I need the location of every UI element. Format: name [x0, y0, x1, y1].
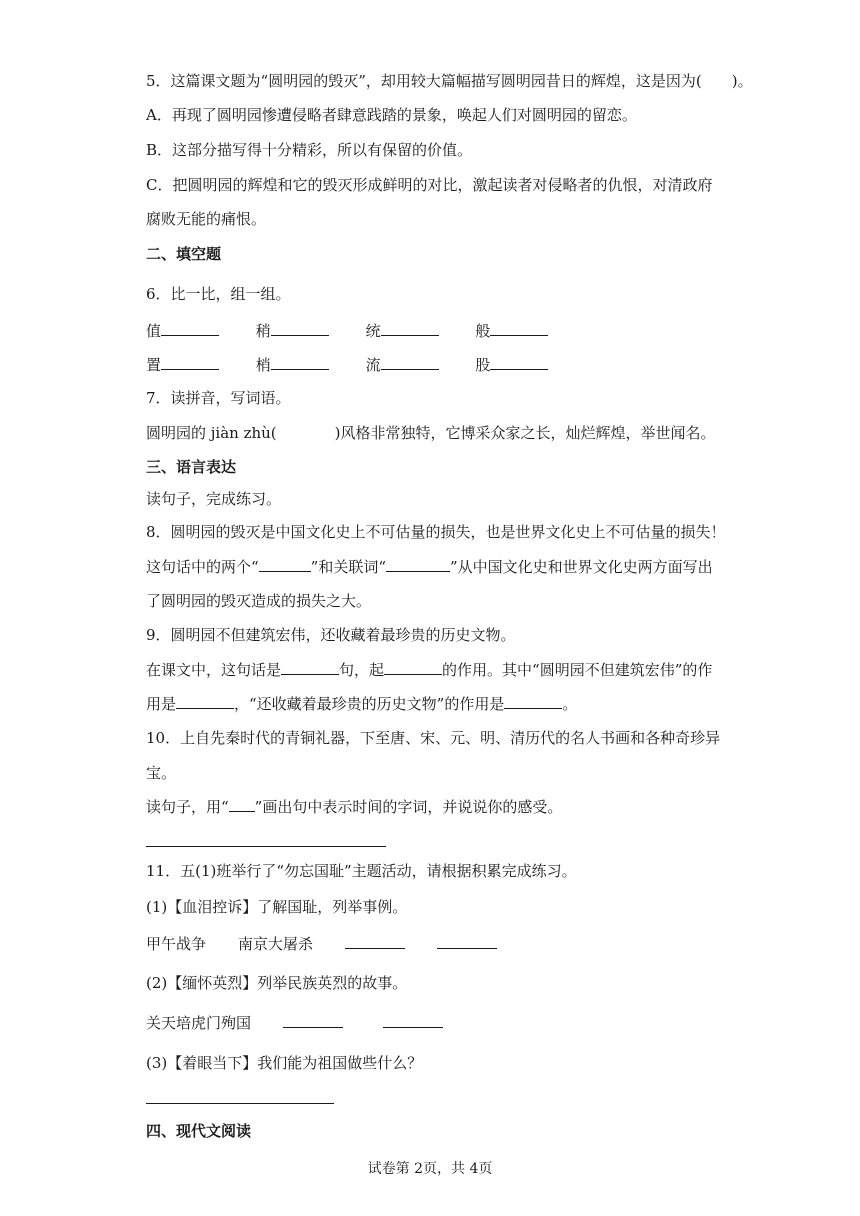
answer-blank[interactable]	[381, 354, 439, 370]
q5-option-c[interactable]: C．把圆明园的辉煌和它的毁灭形成鲜明的对比，激起读者对侵略者的仇恨，对清政府	[146, 176, 713, 194]
answer-blank[interactable]	[504, 693, 562, 709]
example-item: 关天培虎门殉国	[146, 1014, 252, 1032]
q5-stem-close: )。	[731, 72, 753, 90]
page-footer: 试卷第 2页，共 4页	[367, 1161, 493, 1177]
answer-blank[interactable]	[283, 1012, 343, 1028]
q8-fill-cont: 了圆明园的毁灭造成的损失之大。	[146, 592, 372, 610]
q6-char: 稍	[255, 322, 271, 340]
answer-blank[interactable]	[437, 933, 497, 949]
q8-fill	[146, 556, 713, 578]
answer-line[interactable]	[146, 1103, 334, 1104]
q5-stem-text: 5．这篇课文题为“圆明园的毁灭”，却用较大篇幅描写圆明园昔日的辉煌，这是因为(	[146, 72, 702, 90]
example-item: 南京大屠杀	[238, 935, 314, 953]
q8-text: 这句话中的两个“	[146, 558, 259, 576]
answer-blank[interactable]	[271, 354, 329, 370]
q9-fill-cont	[146, 693, 577, 715]
q5-option-a[interactable]: A．再现了圆明园惨遭侵略者肆意践踏的景象，唤起人们对圆明园的留恋。	[146, 106, 637, 124]
example-item: 甲午战争	[146, 935, 207, 953]
q6-stem: 6．比一比，组一组。	[146, 285, 291, 303]
section-heading-2: 二、填空题	[146, 245, 222, 263]
q10-instruction	[146, 796, 562, 818]
q9-text: 的作用。其中“圆明园不但建筑宏伟”的作	[442, 661, 713, 679]
q6-char: 般	[475, 322, 491, 340]
instruction: 读句子，完成练习。	[146, 490, 282, 508]
q6-char: 股	[475, 356, 491, 374]
q11-part-2-answers	[146, 1012, 443, 1034]
q5-stem	[146, 70, 753, 92]
q9-stem: 9．圆明园不但建筑宏伟，还收藏着最珍贵的历史文物。	[146, 626, 516, 644]
underline-sample	[229, 796, 255, 812]
q5-option-c-cont: 腐败无能的痛恨。	[146, 210, 267, 228]
q9-text: ，“还收藏着最珍贵的历史文物”的作用是	[234, 695, 505, 713]
q9-fill	[146, 659, 712, 681]
q7-sentence	[146, 422, 716, 444]
q8-text: ”从中国文化史和世界文化史两方面写出	[450, 558, 713, 576]
q6-row-1	[146, 320, 548, 342]
answer-blank[interactable]	[490, 320, 548, 336]
answer-blank[interactable]	[386, 556, 450, 572]
q11-part-3: (3)【着眼当下】我们能为祖国做些什么？	[146, 1054, 423, 1072]
answer-blank[interactable]	[383, 1012, 443, 1028]
q6-char: 统	[365, 322, 381, 340]
answer-blank[interactable]	[384, 659, 442, 675]
q11-part-1-answers	[146, 933, 497, 955]
q9-text: 句，起	[339, 661, 385, 679]
answer-blank[interactable]	[161, 320, 219, 336]
answer-blank[interactable]	[281, 659, 339, 675]
answer-line[interactable]	[146, 846, 386, 847]
q6-char: 置	[146, 356, 162, 374]
q6-char: 梢	[255, 356, 271, 374]
q6-row-2	[146, 354, 548, 376]
section-heading-4: 四、现代文阅读	[146, 1122, 252, 1140]
answer-blank[interactable]	[490, 354, 548, 370]
q9-text: 用是	[146, 695, 177, 713]
q10-text: ”画出句中表示时间的字词，并说说你的感受。	[254, 798, 563, 816]
answer-blank[interactable]	[176, 693, 234, 709]
q10-text: 读句子，用“	[146, 798, 229, 816]
q7-stem: 7．读拼音，写词语。	[146, 389, 291, 407]
section-heading-3: 三、语言表达	[146, 458, 237, 476]
q10-stem-cont: 宝。	[146, 764, 177, 782]
q11-part-2: (2)【缅怀英烈】列举民族英烈的故事。	[146, 974, 408, 992]
q11-part-1: (1)【血泪控诉】了解国耻，列举事例。	[146, 898, 408, 916]
q5-option-b[interactable]: B．这部分描写得十分精彩，所以有保留的价值。	[146, 141, 473, 159]
q7-text: 圆明园的 jiàn zhù(	[146, 424, 277, 442]
q6-char: 值	[146, 322, 162, 340]
q8-stem: 8．圆明园的毁灭是中国文化史上不可估量的损失，也是世界文化史上不可估量的损失！	[146, 523, 726, 541]
q7-text-cont: )风格非常独特，它博采众家之长，灿烂辉煌，举世闻名。	[334, 424, 716, 442]
answer-blank[interactable]	[271, 320, 329, 336]
q11-stem: 11．五(1)班举行了“勿忘国耻”主题活动，请根据积累完成练习。	[146, 862, 577, 880]
q9-text: 在课文中，这句话是	[146, 661, 282, 679]
answer-blank[interactable]	[259, 556, 311, 572]
q8-text: ”和关联词“	[310, 558, 387, 576]
answer-blank[interactable]	[345, 933, 405, 949]
answer-blank[interactable]	[161, 354, 219, 370]
q6-char: 流	[365, 356, 381, 374]
q10-stem: 10．上自先秦时代的青铜礼器，下至唐、宋、元、明、清历代的名人书画和各种奇珍异	[146, 729, 721, 747]
q9-text: 。	[562, 695, 578, 713]
answer-blank[interactable]	[381, 320, 439, 336]
